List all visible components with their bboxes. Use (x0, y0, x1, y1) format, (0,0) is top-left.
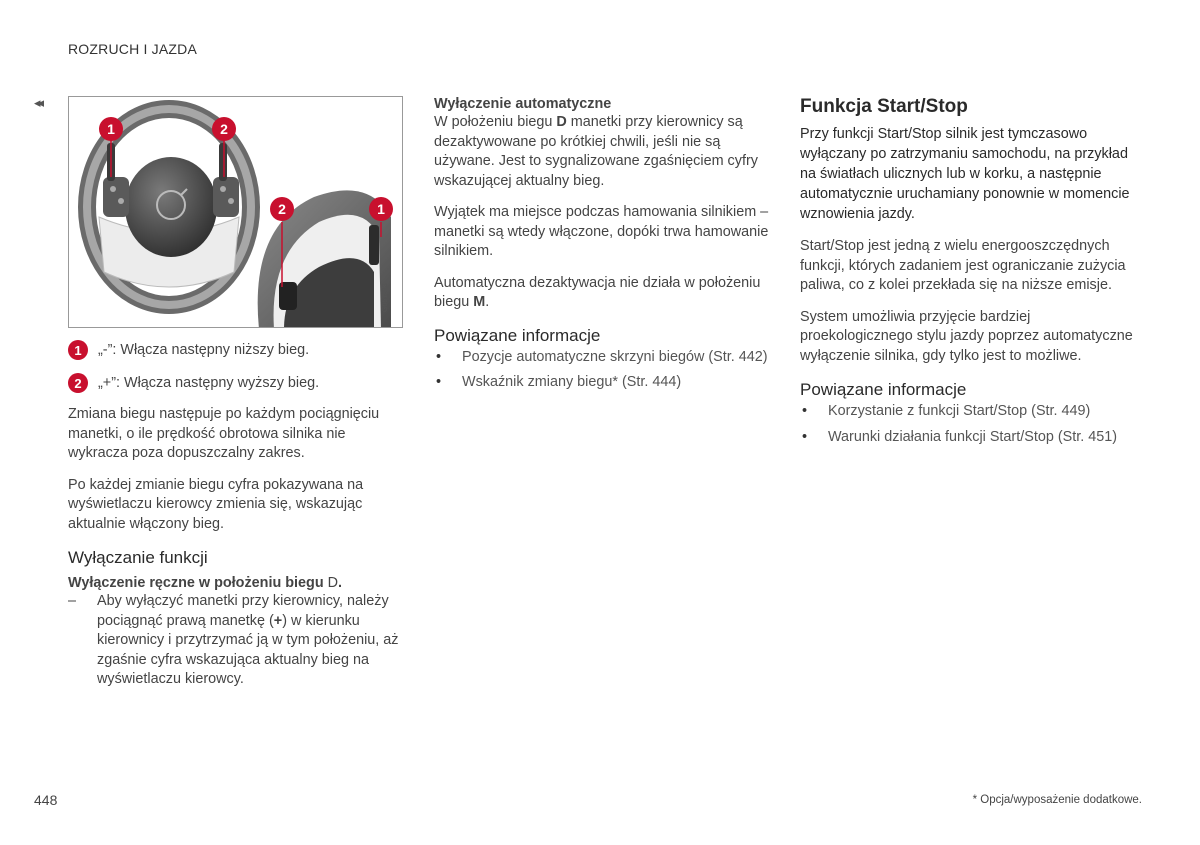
steering-wheel-figure (68, 96, 403, 328)
page-number: 448 (34, 792, 58, 808)
legend-item (68, 373, 403, 393)
column-left (68, 96, 403, 690)
callout-1-top (99, 117, 123, 141)
column-middle (434, 96, 769, 399)
related-heading: Powiązane informacje (800, 380, 967, 399)
dash-marker: – (68, 593, 77, 609)
paragraph: Zmiana biegu następuje po każdym pociągnięciu manetki, o ile prędkość obrotowa silnika nie wykracza poza dopuszczalny zakres. (68, 406, 380, 461)
paragraph: Wyjątek ma miejsce podczas hamowania silnikiem – manetki są wtedy włączone, dopóki trwa hamowanie silnikiem. (434, 204, 769, 259)
svg-text:1: 1 (107, 121, 115, 137)
related-link[interactable]: • Warunki działania funkcji Start/Stop (Str. 451) (800, 428, 1145, 448)
svg-text:2: 2 (220, 121, 228, 137)
legend-item (68, 340, 403, 360)
paddle-back (369, 225, 379, 265)
paragraph: System umożliwia przyjęcie bardziej proekologicznego stylu jazdy poprzez automatyczne wyłączenie silnika, gdy tylko jest to możliwe. (800, 308, 1133, 364)
footnote: * Opcja/wyposażenie dodatkowe. (972, 794, 1142, 806)
lead-paragraph: Przy funkcji Start/Stop silnik jest tymczasowo wyłączany po zatrzymaniu samochodu, na przykład na światłach ulicznych lub w korku, a następnie automatycznie uruchamiany ponownie w momencie wznowienia jazdy. (800, 126, 1130, 222)
callout-1-side (369, 197, 393, 221)
related-list (434, 348, 769, 393)
subheading: Wyłączenie ręczne w położeniu biegu D. (68, 575, 343, 591)
callout-badge: 1 (68, 340, 88, 360)
paragraph: Automatyczna dezaktywacja nie działa w położeniu biegu M. (434, 274, 761, 310)
legend-text: „+”: Włącza następny wyższy bieg. (98, 375, 320, 391)
instruction-step: – Aby wyłączyć manetki przy kierownicy, należy pociągnąć prawą manetkę (+) w kierunku kierownicy i przytrzymać ją w tym położeniu, aż zgaśnie cyfra wskazująca aktualny bieg na wyświetlaczu kierowcy. (68, 593, 399, 687)
paragraph: Start/Stop jest jedną z wielu energooszczędnych funkcji, których zadaniem jest ograniczanie zużycia paliwa, co z kolei przekłada się na niższe emisje. (800, 238, 1126, 293)
related-link[interactable]: • Wskaźnik zmiany biegu* (Str. 444) (434, 373, 769, 393)
steering-wheel-illustration (69, 97, 403, 328)
callout-badge: 2 (68, 373, 88, 393)
section-heading: Wyłączanie funkcji (68, 548, 208, 567)
wheel-hub (125, 157, 217, 257)
image-code: G051893 (382, 283, 389, 312)
related-heading: Powiązane informacje (434, 325, 601, 345)
callout-2-top (212, 117, 236, 141)
related-link[interactable]: • Korzystanie z funkcji Start/Stop (Str. 449) (800, 402, 1145, 422)
subheading: Wyłączenie automatyczne (434, 96, 612, 112)
chapter-title: ROZRUCH I JAZDA (68, 41, 197, 57)
related-list (800, 402, 1145, 447)
column-right (800, 96, 1145, 453)
callout-2-side (270, 197, 294, 221)
svg-text:2: 2 (278, 201, 286, 217)
paddle-plus (219, 143, 227, 181)
paragraph: Po każdej zmianie biegu cyfra pokazywana na wyświetlaczu kierowcy zmienia się, wskazując aktualnie włączony bieg. (68, 476, 364, 532)
page-section-title: Funkcja Start/Stop (800, 96, 968, 117)
legend-text: „-”: Włącza następny niższy bieg. (98, 342, 310, 358)
svg-text:1: 1 (377, 201, 385, 217)
related-link[interactable]: • Pozycje automatyczne skrzyni biegów (Str. 442) (434, 348, 769, 368)
paragraph: W położeniu biegu D manetki przy kierownicy są dezaktywowane po krótkiej chwili, jeśli nie są używane. Jest to sygnalizowane zgaśnięciem cyfry wskazującej aktualny bieg. (434, 114, 758, 189)
double-left-arrow-icon[interactable]: ◂◂ (34, 95, 42, 110)
